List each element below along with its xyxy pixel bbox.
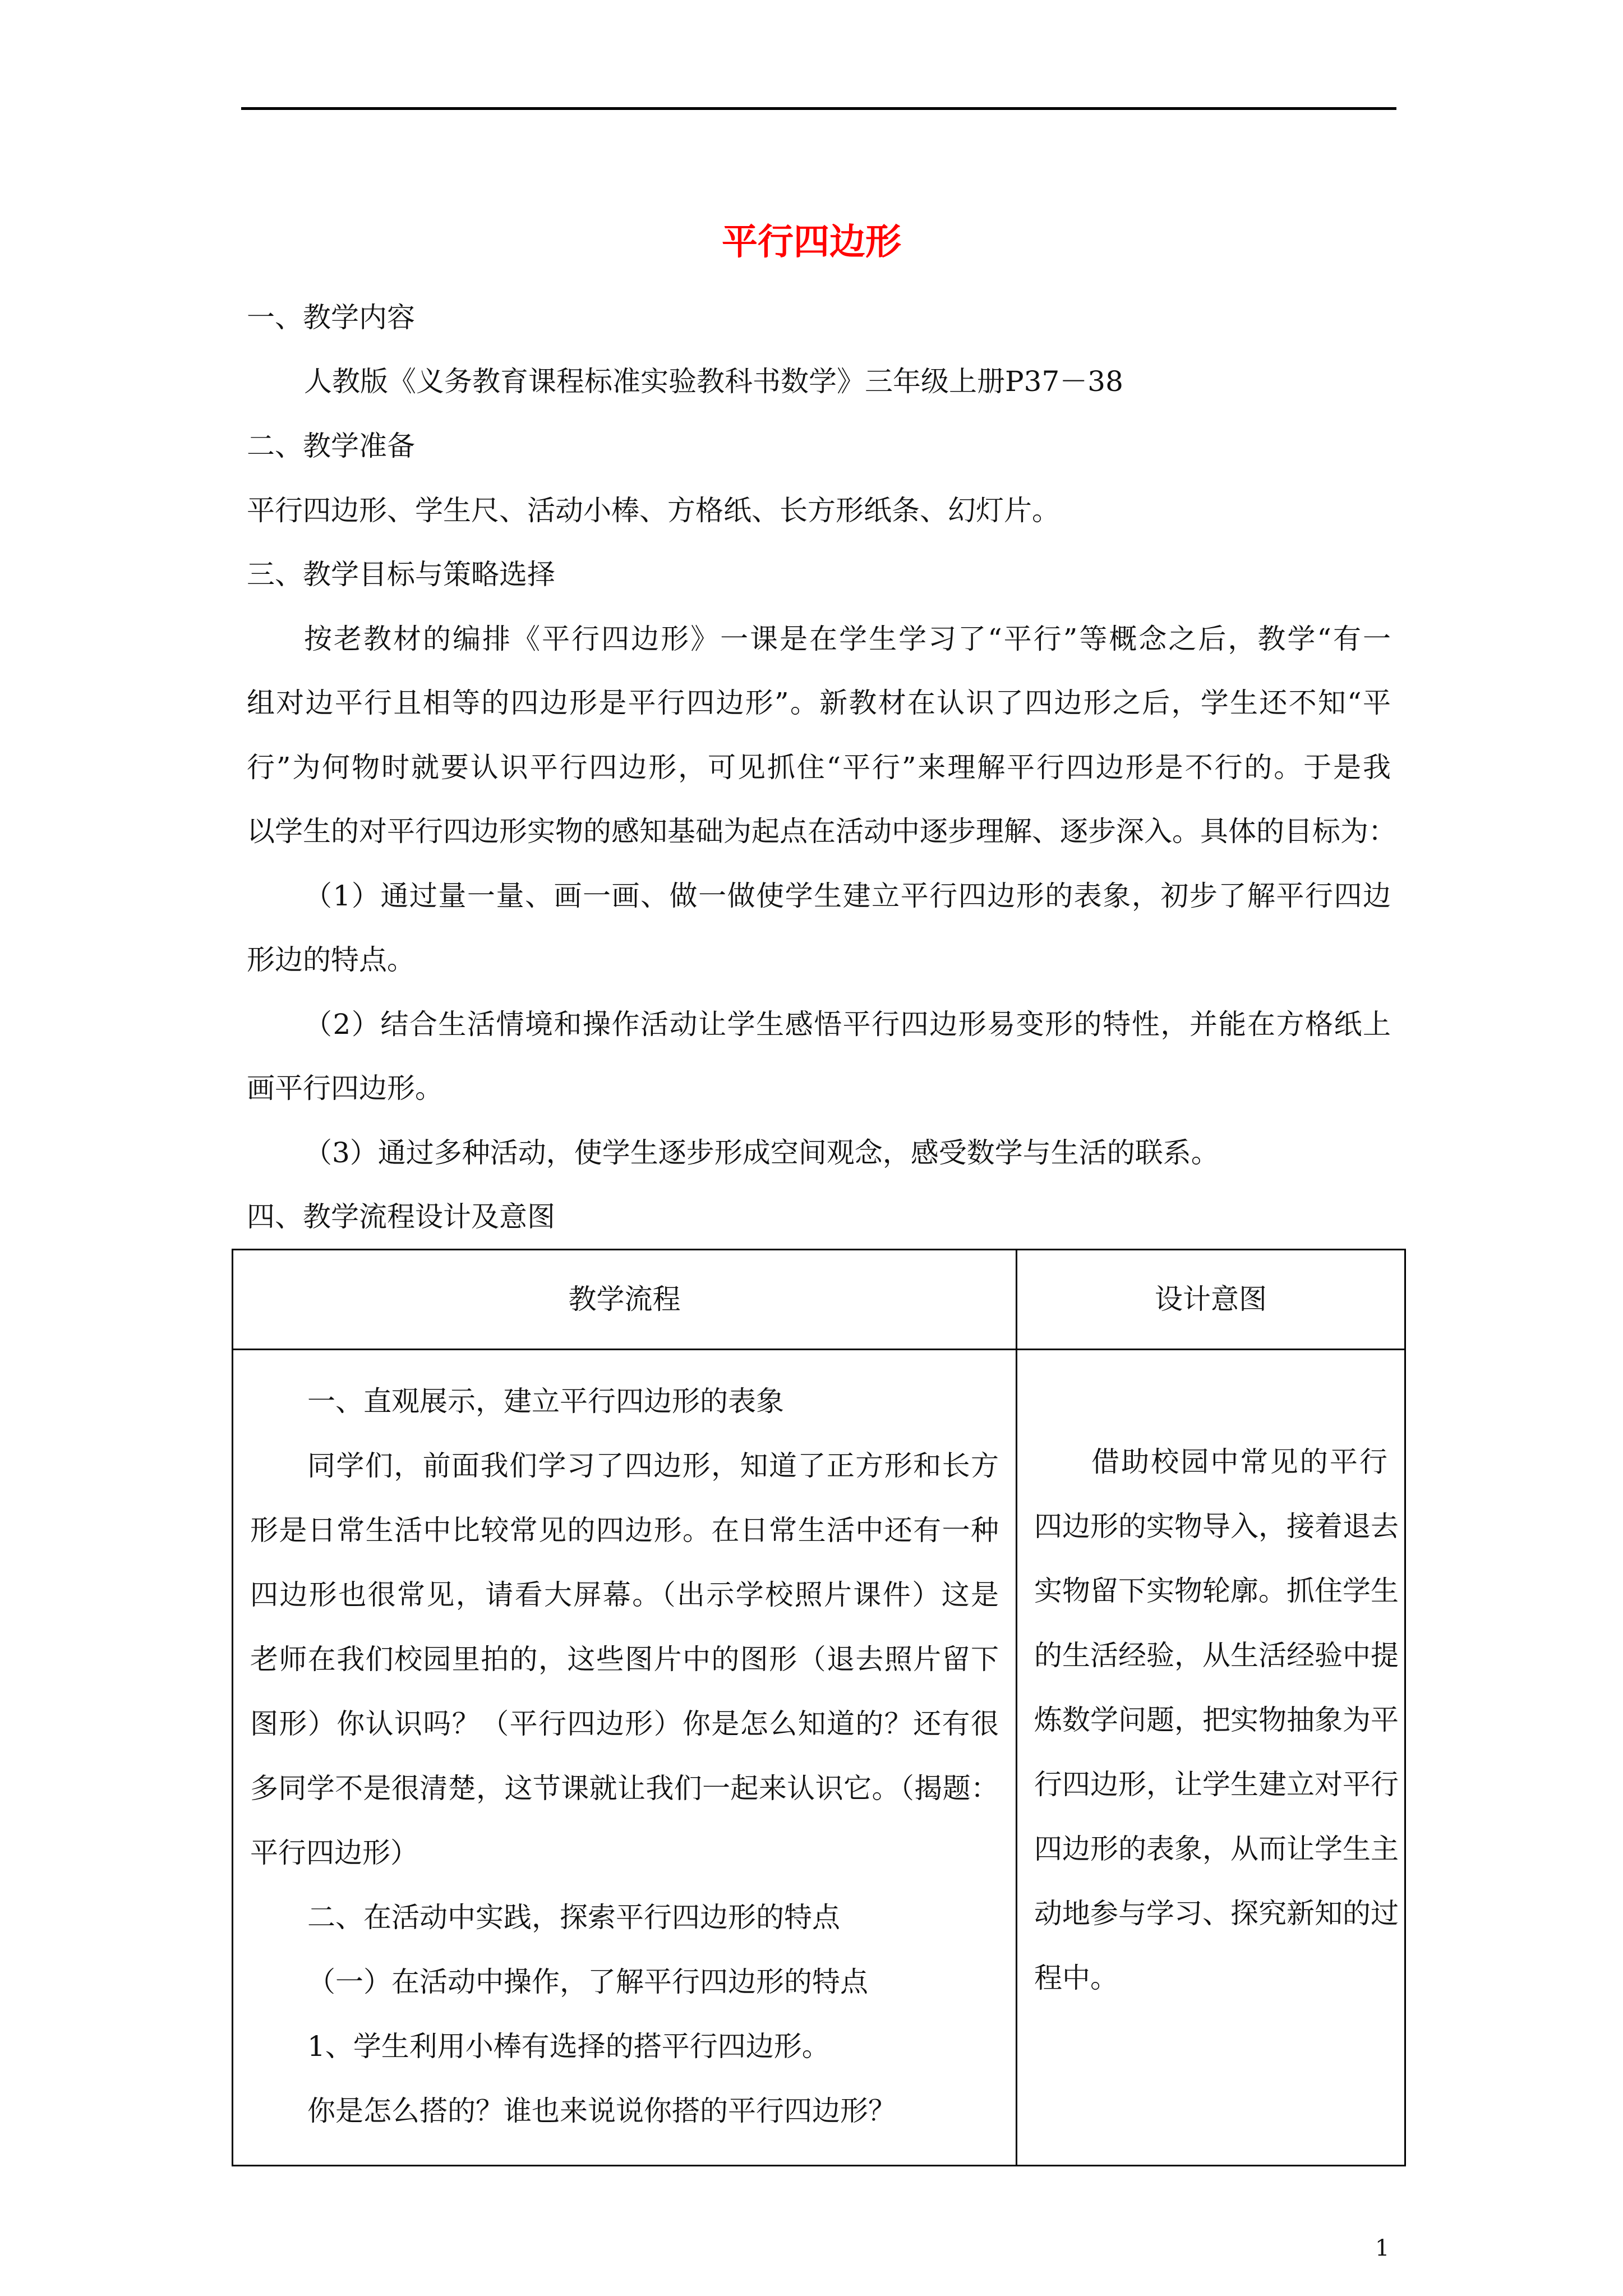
flow-line: 同学们，前面我们学习了四边形，知道了正方形和长方 <box>307 1450 999 1482</box>
section-3-paragraph-line: 行”为何物时就要认识平行四边形，可见抓住“平行”来理解平行四边形是不行的。于是我 <box>247 751 1391 784</box>
table-cell-flow <box>250 1369 999 2143</box>
intent-line: 四边形的表象，从而让学生主 <box>1034 1833 1399 1865</box>
section-3-paragraph-line: 以学生的对平行四边形实物的感知基础为起点在活动中逐步理解、逐步深入。具体的目标为： <box>247 815 1396 848</box>
flow-line: 二、在活动中实践，探索平行四边形的特点 <box>307 1901 840 1934</box>
section-4-heading: 四、教学流程设计及意图 <box>247 1200 555 1233</box>
intent-line: 四边形的实物导入，接着退去 <box>1034 1510 1399 1543</box>
goal-3-line: （3）通过多种活动，使学生逐步形成空间观念，感受数学与生活的联系。 <box>304 1137 1219 1169</box>
goal-1-line: （1）通过量一量、画一画、做一做使学生建立平行四边形的表象，初步了解平行四边 <box>304 880 1391 912</box>
flow-line: 多同学不是很清楚，这节课就让我们一起来认识它。（揭题： <box>250 1772 999 1805</box>
flow-line: 一、直观展示，建立平行四边形的表象 <box>307 1385 784 1418</box>
table-header-divider <box>233 1349 1404 1350</box>
intent-line: 行四边形，让学生建立对平行 <box>1034 1768 1399 1801</box>
intent-line: 炼数学问题，把实物抽象为平 <box>1034 1704 1399 1736</box>
table-column-divider <box>1016 1250 1017 2165</box>
flow-line: （一）在活动中操作，了解平行四边形的特点 <box>307 1966 868 1998</box>
flow-line: 图形）你认识吗？（平行四边形）你是怎么知道的？还有很 <box>250 1708 999 1740</box>
intent-line: 借助校园中常见的平行 <box>1091 1446 1387 1478</box>
flow-line: 四边形也很常见，请看大屏幕。（出示学校照片课件）这是 <box>250 1579 999 1611</box>
section-3-paragraph-line: 按老教材的编排《平行四边形》一课是在学生学习了“平行”等概念之后，教学“有一 <box>304 623 1391 655</box>
section-2-body: 平行四边形、学生尺、活动小棒、方格纸、长方形纸条、幻灯片。 <box>247 494 1060 527</box>
flow-line: 老师在我们校园里拍的，这些图片中的图形（退去照片留下 <box>250 1643 999 1676</box>
intent-line: 动地参与学习、探究新知的过 <box>1034 1897 1399 1930</box>
intent-line: 程中。 <box>1034 1962 1118 1994</box>
flow-line: 平行四边形） <box>250 1837 418 1869</box>
goal-2-line: （2）结合生活情境和操作活动让学生感悟平行四边形易变形的特性，并能在方格纸上 <box>304 1008 1391 1041</box>
section-3-paragraph-line: 组对边平行且相等的四边形是平行四边形”。新教材在认识了四边形之后，学生还不知“平 <box>247 687 1391 719</box>
page-number: 1 <box>1375 2235 1390 2261</box>
table-cell-intent <box>1034 1430 1399 2010</box>
intent-line: 的生活经验，从生活经验中提 <box>1034 1639 1399 1672</box>
section-3-heading: 三、教学目标与策略选择 <box>247 558 555 591</box>
flow-line: 你是怎么搭的？谁也来说说你搭的平行四边形？ <box>307 2095 896 2127</box>
table-header-intent: 设计意图 <box>1155 1283 1267 1315</box>
section-2-heading: 二、教学准备 <box>247 430 415 462</box>
goal-2-line: 画平行四边形。 <box>247 1072 443 1105</box>
page-title: 平行四边形 <box>722 221 901 263</box>
table-header-flow: 教学流程 <box>568 1283 681 1315</box>
teaching-flow-table <box>232 1249 1406 2166</box>
flow-line: 1、学生利用小棒有选择的搭平行四边形。 <box>307 2030 830 2063</box>
section-1-heading: 一、教学内容 <box>247 301 415 334</box>
header-rule <box>241 107 1396 110</box>
section-1-body: 人教版《义务教育课程标准实验教科书数学》三年级上册P37－38 <box>304 365 1123 398</box>
intent-line: 实物留下实物轮廓。抓住学生 <box>1034 1575 1399 1607</box>
flow-line: 形是日常生活中比较常见的四边形。在日常生活中还有一种 <box>250 1514 999 1547</box>
goal-1-line: 形边的特点。 <box>247 944 415 976</box>
